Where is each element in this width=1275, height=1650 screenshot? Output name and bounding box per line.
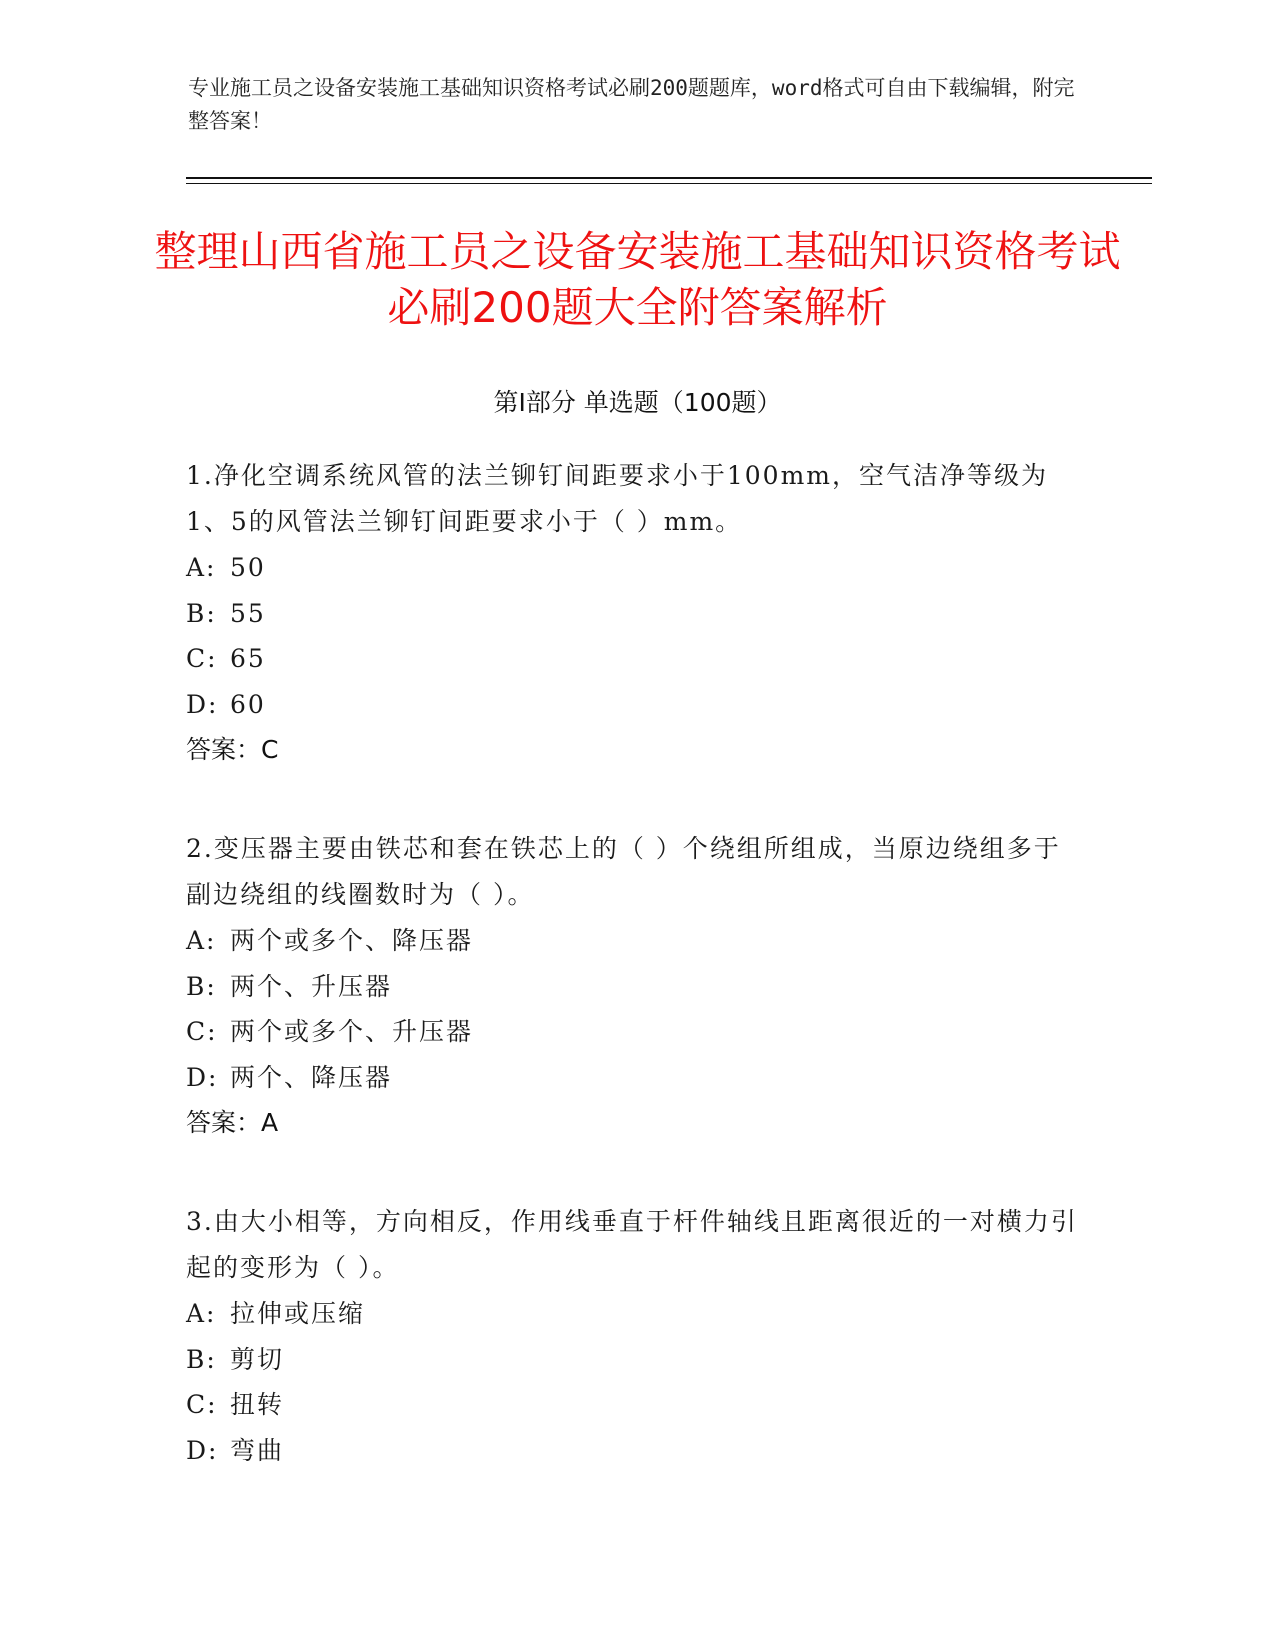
option-d [186, 682, 1086, 728]
question-1 [186, 453, 1086, 773]
document-title: 整理山西省施工员之设备安装施工基础知识资格考试必刷200题大全附答案解析 [154, 227, 1121, 332]
question-stem: 2.变压器主要由铁芯和套在铁芯上的（ ）个绕组所组成，当原边绕组多于副边绕组的线圈数时为（ ）。 [186, 834, 1061, 909]
question-2 [186, 826, 1086, 1146]
option-text: 拉伸或压缩 [230, 1299, 366, 1328]
question-3 [186, 1199, 1086, 1473]
option-b [186, 591, 1086, 637]
option-key: C: [186, 1017, 218, 1046]
option-text: 剪切 [230, 1344, 285, 1374]
option-text: 65 [230, 644, 266, 673]
option-key: D: [186, 689, 219, 719]
option-key: D: [186, 1435, 219, 1465]
option-b [186, 1337, 1086, 1383]
answer-line: 答案：A [186, 1108, 279, 1137]
option-text: 55 [230, 598, 266, 628]
option-text: 两个、升压器 [230, 971, 393, 1001]
option-key: A: [186, 553, 217, 582]
question-stem: 1.净化空调系统风管的法兰铆钉间距要求小于100mm，空气洁净等级为1、5的风管法兰铆钉间距要求小于（ ）mm。 [186, 461, 1048, 536]
option-text: 两个、降压器 [230, 1062, 393, 1092]
option-key: A: [186, 926, 217, 955]
header-note: 专业施工员之设备安装施工基础知识资格考试必刷200题题库，word格式可自由下载编辑，附完整答案！ [188, 76, 1075, 133]
option-text: 60 [230, 689, 266, 719]
header-rule-thick [186, 177, 1152, 179]
option-text: 两个或多个、降压器 [230, 926, 474, 955]
option-c [186, 636, 1086, 682]
option-text: 扭转 [230, 1390, 285, 1419]
option-d [186, 1055, 1086, 1101]
option-text: 两个或多个、升压器 [230, 1017, 474, 1046]
question-stem: 3.由大小相等，方向相反，作用线垂直于杆件轴线且距离很近的一对横力引起的变形为（ ）。 [186, 1207, 1078, 1282]
option-key: B: [186, 1344, 217, 1374]
option-d [186, 1428, 1086, 1474]
option-c [186, 1009, 1086, 1055]
option-a [186, 545, 1086, 591]
header-rule-thin [186, 183, 1152, 184]
option-a [186, 1291, 1086, 1337]
option-key: C: [186, 644, 218, 673]
option-key: D: [186, 1062, 219, 1092]
option-key: B: [186, 971, 217, 1001]
option-a [186, 918, 1086, 964]
option-key: B: [186, 598, 217, 628]
answer-line: 答案：C [186, 735, 279, 764]
option-text: 弯曲 [230, 1435, 285, 1465]
option-key: C: [186, 1390, 218, 1419]
option-b [186, 964, 1086, 1010]
option-c [186, 1382, 1086, 1428]
section-heading: 第Ⅰ部分 单选题（100题） [493, 388, 782, 417]
option-key: A: [186, 1299, 217, 1328]
option-text: 50 [230, 553, 266, 582]
